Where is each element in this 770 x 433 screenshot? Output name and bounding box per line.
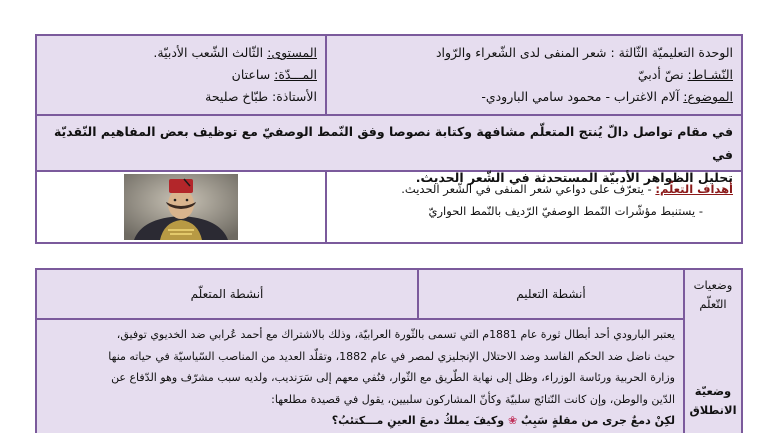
teaching-activities-header: أنشطة التعليم — [417, 270, 683, 318]
unit-label: الوحدة التعليميّة الثّالثة : — [610, 45, 733, 60]
situation-name — [685, 382, 741, 420]
level-info-cell — [37, 36, 325, 114]
activities-table — [35, 268, 743, 433]
launch-situation-text — [37, 320, 683, 433]
learner-activities-header: أنشطة المتعلّم — [190, 287, 264, 301]
goal-1: - يتعرّف على دواعي شعر المنفى في الشّعر الحديث. — [401, 182, 652, 196]
situations-header — [685, 276, 741, 314]
situation-name-line-1: وضعيّة — [694, 384, 732, 398]
situations-header-line-2: التّعلّم — [699, 297, 727, 311]
paragraph-line-1: يعتبر البارودي أحد أبطال ثورة عام 1881م التي تسمى بالثّورة العرابيّة، وذلك بالاشتراك مع أحمد عُرابي ضد الخديوي توفيق، — [116, 328, 675, 341]
poet-portrait-image — [124, 174, 238, 240]
teacher-value: طبّاخ صليحة — [205, 89, 269, 104]
lesson-info-table — [35, 34, 743, 244]
level-line — [43, 42, 317, 64]
goals-cell — [325, 172, 741, 242]
topic-label: الموضوع: — [683, 89, 733, 104]
situations-header-line-1: وضعيات — [693, 278, 733, 292]
unit-value: شعر المنفى لدى الشّعراء والرّواد — [435, 45, 607, 60]
level-value: الثّالث الشّعب الأدبيّة. — [153, 45, 264, 60]
duration-value: ساعتان — [231, 67, 271, 82]
flower-icon: ❀ — [507, 414, 518, 427]
activity-value: نصّ أدبيّ — [637, 67, 684, 82]
level-label: المستوى: — [267, 45, 317, 60]
objective-row — [37, 116, 741, 185]
portrait-cell — [37, 172, 325, 242]
verse-line — [43, 410, 675, 432]
paragraph-line-3: وزارة الحربية ورئاسة الوزراء، وظل إلى نهاية الطّريق مع الثّوار، فنُفي معهم إلى سَرَنديب، ولديه سبب مشرّف وهو الدّفاع عن — [111, 371, 675, 384]
situations-column — [683, 270, 741, 433]
activity-label: النّشـاط: — [687, 67, 733, 82]
goal-line-2 — [333, 200, 733, 222]
goal-line-1 — [333, 178, 733, 200]
teacher-line — [43, 86, 317, 108]
duration-line — [43, 64, 317, 86]
objective-line-1: في مقام تواصل دالّ يُنتج المتعلّم مشافهة وكتابة نصوصا وفق النّمط الوصفيّ مع توظيف بعض المفاهيم النّقديّة في — [53, 124, 733, 162]
activities-header-row — [37, 270, 683, 320]
topic-value: آلام الاغتراب - محمود سامي البارودي- — [481, 89, 680, 104]
paragraph-line-2: حيث ناضل ضد الحكم الفاسد وضد الاحتلال الإنجليزي لمصر في عام 1882، وتقلّد العديد من المناصب السّياسيّة في حياته منها — [108, 349, 675, 363]
objective-line-2: تحليل الظواهر الأدبيّة المستحدثة في الشّعر الحديث. — [415, 170, 733, 185]
activity-line — [333, 64, 733, 86]
goals-title: أهداف التعلّم: — [655, 182, 733, 196]
header-row — [37, 36, 741, 116]
verse-part-1: لكِنْ دمعٌ جرى من مقلةٍ سَبِبٌ — [521, 414, 675, 427]
teacher-label: الأستاذة: — [272, 89, 317, 104]
goal-2: - يستنبط مؤشّرات النّمط الوصفيّ الرّديف بالنّمط الحواريّ — [428, 204, 703, 218]
paragraph-line-4: الدّين والوطن، وإن كانت النّتائج سلبيّة وكأنّ المشاركون سلبيين، يقول في قصيدة مطلعها: — [271, 392, 675, 406]
topic-line — [333, 86, 733, 108]
goals-row — [37, 172, 741, 242]
situation-name-line-2: الانطلاق — [689, 403, 737, 417]
verse-part-2: وكيفَ يملكُ دمعَ العينِ مـــكتئبُ؟ — [331, 414, 505, 427]
duration-label: المـــدّة: — [274, 67, 317, 82]
unit-line — [333, 42, 733, 64]
unit-info-cell — [325, 36, 741, 114]
